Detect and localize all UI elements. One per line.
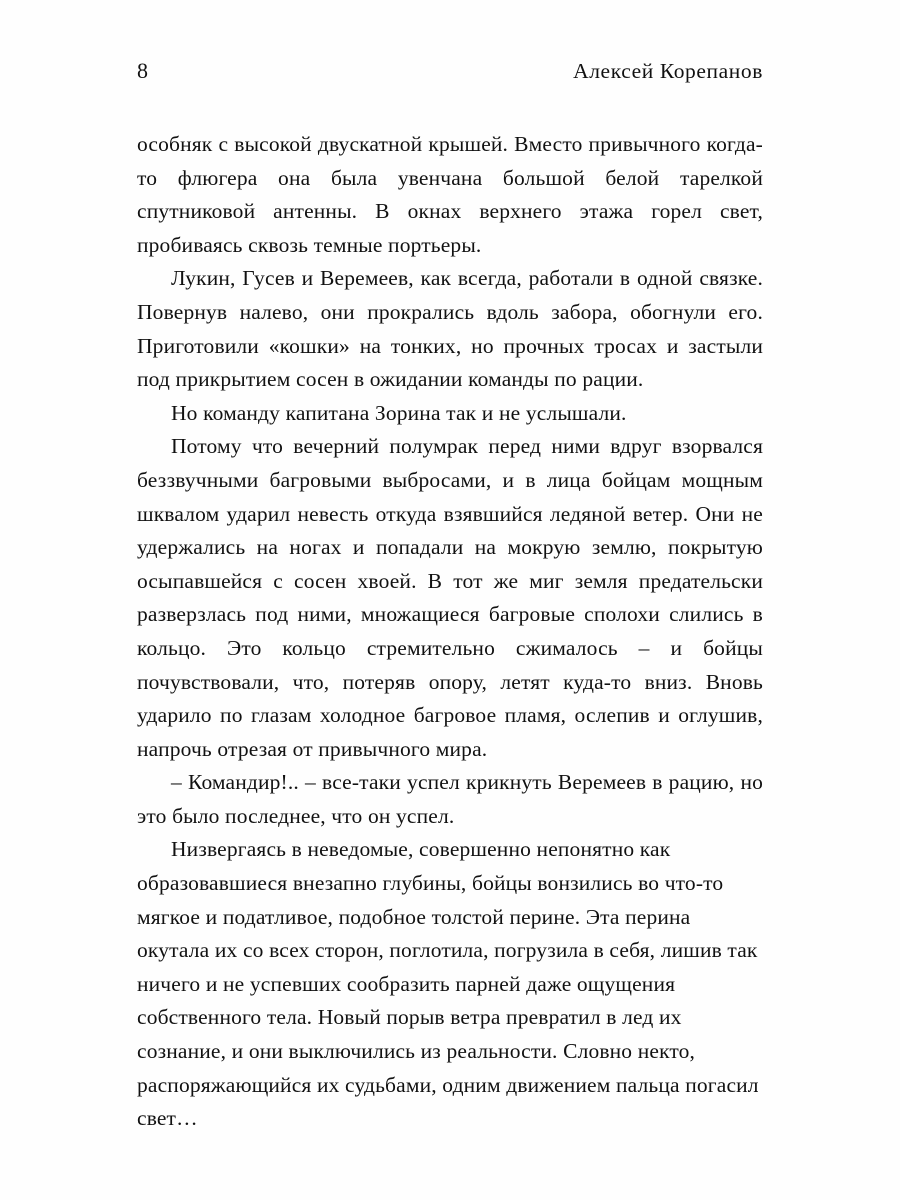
paragraph: Лукин, Гусев и Веремеев, как всегда, работали в одной связке. Повернув налево, они прокрались вдоль забора, обогнули его. Приготовили «кошки» на тонких, но прочных тросах и застыли под прикрытием сосен в ожидании команды по рации.: [137, 266, 763, 392]
paragraph: особняк с высокой двускатной крышей. Вместо привычного когда-то флюгера она была увенчана большой белой тарелкой спутниковой антенны. В окнах верхнего этажа горел свет, пробиваясь сквозь темные портьеры.: [137, 132, 763, 257]
body-text: [137, 128, 763, 1136]
paragraph: Низвергаясь в неведомые, совершенно непонятно как образовавшиеся внезапно глубины, бойцы вонзились во что-то мягкое и податливое, подобное толстой перине. Эта перина окутала их со всех сторон, поглотила, погрузила в себя, лишив так ничего и не успевших сообразить парней даже ощущения собственного тела. Новый порыв ветра превратил в лед их сознание, и они выключились из реальности. Словно некто, распоряжающийся их судьбами, одним движением пальца погасил свет…: [137, 837, 759, 1131]
running-head-author: Алексей Корепанов: [573, 59, 763, 83]
paragraph: Но команду капитана Зорина так и не услышали.: [171, 400, 627, 425]
paragraph: – Командир!.. – все-таки успел крикнуть Веремеев в рацию, но это было последнее, что он успел.: [137, 770, 763, 828]
running-head: [137, 58, 763, 84]
page-content: [137, 58, 763, 1136]
paragraph: Потому что вечерний полумрак перед ними вдруг взорвался беззвучными багровыми выбросами, и в лица бойцам мощным шквалом ударил невесть откуда взявшийся ледяной ветер. Они не удержались на ногах и попадали на мокрую землю, покрытую осыпавшейся с сосен хвоей. В тот же миг земля предательски разверзлась под ними, множащиеся багровые сполохи слились в кольцо. Это кольцо стремительно сжималось – и бойцы почувствовали, что, потеряв опору, летят куда-то вниз. Вновь ударило по глазам холодное багровое пламя, ослепив и оглушив, напрочь отрезая от привычного мира.: [137, 434, 763, 761]
page-number: 8: [137, 58, 149, 83]
